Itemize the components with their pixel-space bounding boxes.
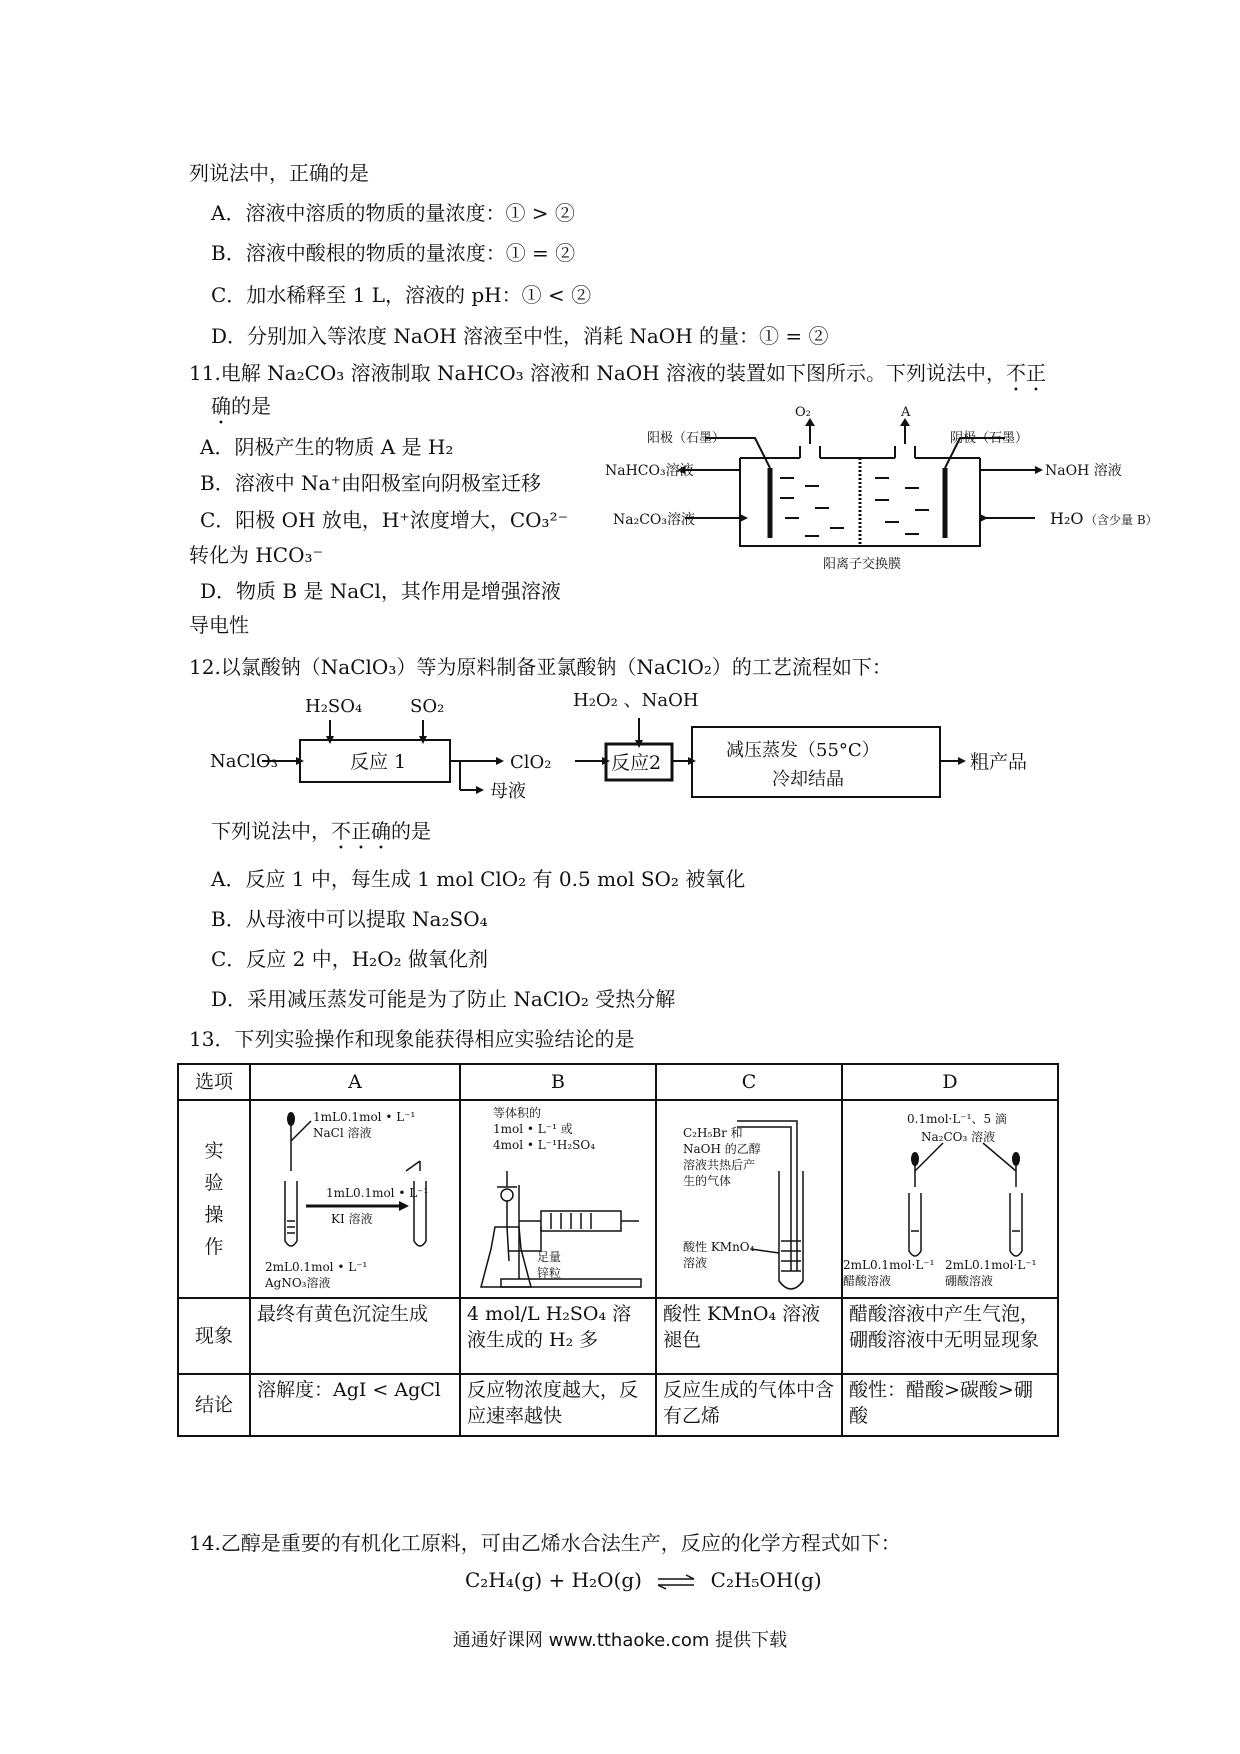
figure-d-cell [842, 1100, 1058, 1298]
na2co3-label: Na₂CO₃溶液 [613, 512, 696, 528]
op-label-char: 验 [204, 1172, 224, 1194]
product-a-label: A [901, 405, 911, 420]
figb-zinc2: 锌粒 [537, 1266, 562, 1280]
header-b: B [460, 1064, 656, 1100]
figc-line4: 生的气体 [683, 1174, 732, 1188]
figa-nacl-label: NaCl 溶液 [313, 1126, 372, 1140]
mother-liquor-label: 母液 [490, 781, 526, 802]
clo2-label: ClO₂ [510, 752, 552, 773]
q10-option-c: C．加水稀释至 1 L，溶液的 pH：① < ② [211, 283, 592, 307]
figc-solution: 溶液 [683, 1256, 708, 1270]
q14-equation-left: C₂H₄(g) + H₂O(g) [465, 1568, 642, 1592]
footer-watermark: 通通好课网 www.tthaoke.com 提供下载 [452, 1630, 788, 1651]
figb-line3: 4mol • L⁻¹H₂SO₄ [493, 1138, 596, 1152]
reaction1-label: 反应 1 [350, 751, 407, 773]
q12-option-d: D．采用减压蒸发可能是为了防止 NaClO₂ 受热分解 [211, 987, 676, 1011]
h2so4-label: H₂SO₄ [305, 696, 363, 717]
figd-line1: 0.1mol·L⁻¹、5 滴 [907, 1112, 1007, 1126]
phenomenon-a: 最终有黄色沉淀生成 [250, 1298, 460, 1374]
q10-option-d: D．分别加入等浓度 NaOH 溶液至中性，消耗 NaOH 的量：① = ② [211, 324, 829, 348]
figure-d [843, 1101, 1063, 1297]
naoh-label: NaOH 溶液 [1045, 463, 1122, 479]
q12-option-a: A．反应 1 中，每生成 1 mol ClO₂ 有 0.5 mol SO₂ 被氧化 [211, 867, 746, 891]
op-label-char: 操 [204, 1204, 224, 1226]
header-a: A [250, 1064, 460, 1100]
header-option: 选项 [178, 1064, 250, 1100]
membrane-label: 阳离子交换膜 [823, 557, 902, 572]
figd-acetic-conc: 2mL0.1mol·L⁻¹ [843, 1258, 935, 1272]
phenomenon-c: 酸性 KMnO₄ 溶液褪色 [656, 1298, 842, 1374]
phenomenon-b: 4 mol/L H₂SO₄ 溶液生成的 H₂ 多 [460, 1298, 656, 1374]
figure-b-cell [460, 1100, 656, 1298]
figure-c-cell [656, 1100, 842, 1298]
figd-acetic-label: 醋酸溶液 [843, 1274, 892, 1288]
figure-a-cell [250, 1100, 460, 1298]
q13-header-row [178, 1064, 1058, 1100]
q12-option-c: C．反应 2 中，H₂O₂ 做氧化剂 [211, 947, 488, 971]
h2o2-naoh-label: H₂O₂ 、NaOH [573, 690, 699, 711]
q14-equation [465, 1567, 822, 1593]
nahco3-label: NaHCO₃溶液 [605, 463, 694, 479]
cathode-label: 阴极（石墨） [950, 431, 1029, 446]
phenomenon-label: 现象 [178, 1298, 250, 1374]
header-d: D [842, 1064, 1058, 1100]
op-label-char: 实 [204, 1140, 224, 1162]
q13-conclusion-row [178, 1374, 1058, 1436]
q12-question-pre: 下列说法中， [211, 819, 331, 843]
figb-line1: 等体积的 [493, 1106, 542, 1120]
q11-option-c-line1: C．阳极 OH 放电，H⁺浓度增大，CO₃²⁻ [200, 508, 569, 532]
figc-line1: C₂H₅Br 和 [683, 1126, 743, 1140]
conclusion-d: 酸性：醋酸>碳酸>硼酸 [842, 1374, 1058, 1436]
q13-stem: 13．下列实验操作和现象能获得相应实验结论的是 [189, 1027, 635, 1051]
q12-stem: 12.以氯酸钠（NaClO₃）等为原料制备亚氯酸钠（NaClO₂）的工艺流程如下： [189, 655, 892, 679]
q12-question-emphasis: 不正确 [331, 819, 391, 843]
crude-product-label: 粗产品 [970, 751, 1028, 773]
figc-line2: NaOH 的乙醇 [683, 1142, 761, 1156]
h2o-note-label: （含少量 B） [1085, 513, 1158, 527]
conclusion-a: 溶解度：AgI < AgCl [250, 1374, 460, 1436]
q11-stem-emphasis-1: 不正 [1005, 361, 1046, 385]
q14-stem: 14.乙醇是重要的有机化工原料，可由乙烯水合法生产，反应的化学方程式如下： [189, 1531, 901, 1555]
reaction2-label: 反应2 [611, 752, 662, 774]
figc-kmno4: 酸性 KMnO₄ [683, 1240, 755, 1254]
q14-equation-right: C₂H₅OH(g) [710, 1568, 822, 1592]
figa-nacl-conc: 1mL0.1mol • L⁻¹ [313, 1110, 416, 1124]
figc-line3: 溶液共热后产 [683, 1158, 756, 1172]
figa-agno3-label: AgNO₃溶液 [265, 1276, 331, 1290]
q11-stem-line2 [211, 393, 271, 429]
q10-option-b: B．溶液中酸根的物质的量浓度：① = ② [211, 241, 576, 265]
q10-stem-tail: 列说法中，正确的是 [189, 161, 369, 185]
figa-ki-conc: 1mL0.1mol • L⁻¹ [326, 1186, 429, 1200]
q13-table [177, 1063, 1059, 1437]
q10-option-a: A．溶液中溶质的物质的量浓度：① > ② [211, 201, 575, 225]
q13-phenomenon-row [178, 1298, 1058, 1374]
equilibrium-arrow-icon [656, 1575, 696, 1589]
evaporation-label: 减压蒸发（55°C） [726, 740, 880, 761]
header-c: C [656, 1064, 842, 1100]
q11-electrolysis-figure [605, 405, 1158, 578]
conclusion-c: 反应生成的气体中含有乙烯 [656, 1374, 842, 1436]
figd-boric-label: 硼酸溶液 [945, 1274, 994, 1288]
figb-zinc1: 足量 [537, 1250, 562, 1264]
q11-option-b: B．溶液中 Na⁺由阳极室向阴极室迁移 [200, 471, 542, 495]
so2-label: SO₂ [410, 696, 445, 717]
operation-label [178, 1100, 250, 1298]
q12-question [211, 818, 431, 854]
figure-b [461, 1101, 643, 1297]
q11-stem [189, 360, 1046, 396]
q11-stem-end: 的是 [231, 394, 271, 418]
figa-agno3-conc: 2mL0.1mol • L⁻¹ [265, 1260, 368, 1274]
q13-operation-row [178, 1100, 1058, 1298]
anode-label: 阳极（石墨） [647, 431, 726, 446]
figa-ki-label: KI 溶液 [331, 1212, 373, 1226]
o2-label: O₂ [795, 405, 811, 420]
q11-stem-emphasis-2: 确 [211, 394, 231, 418]
conclusion-b: 反应物浓度越大，反应速率越快 [460, 1374, 656, 1436]
h2o-label: H₂O [1050, 509, 1084, 528]
q12-question-post: 的是 [391, 819, 431, 843]
conclusion-label: 结论 [178, 1374, 250, 1436]
q11-option-c-line2: 转化为 HCO₃⁻ [189, 543, 324, 567]
figure-a [251, 1101, 447, 1297]
crystallization-label: 冷却结晶 [772, 769, 844, 790]
q11-option-a: A．阴极产生的物质 A 是 H₂ [200, 435, 454, 459]
figd-line2: Na₂CO₃ 溶液 [921, 1130, 996, 1144]
phenomenon-d: 醋酸溶液中产生气泡，硼酸溶液中无明显现象 [842, 1298, 1058, 1374]
op-label-char: 作 [204, 1236, 224, 1258]
naclo3-label: NaClO₃ [210, 751, 278, 772]
figd-boric-conc: 2mL0.1mol·L⁻¹ [945, 1258, 1037, 1272]
q12-flow-diagram [210, 690, 1040, 810]
figb-line2: 1mol • L⁻¹ 或 [493, 1122, 573, 1136]
q11-option-d-line1: D．物质 B 是 NaCl，其作用是增强溶液 [200, 579, 561, 603]
q11-stem-main: 11.电解 Na₂CO₃ 溶液制取 NaHCO₃ 溶液和 NaOH 溶液的装置如下图所示。下列说法中， [189, 361, 1006, 385]
q11-option-d-line2: 导电性 [189, 613, 249, 637]
q12-option-b: B．从母液中可以提取 Na₂SO₄ [211, 907, 488, 931]
figure-c [657, 1101, 829, 1297]
